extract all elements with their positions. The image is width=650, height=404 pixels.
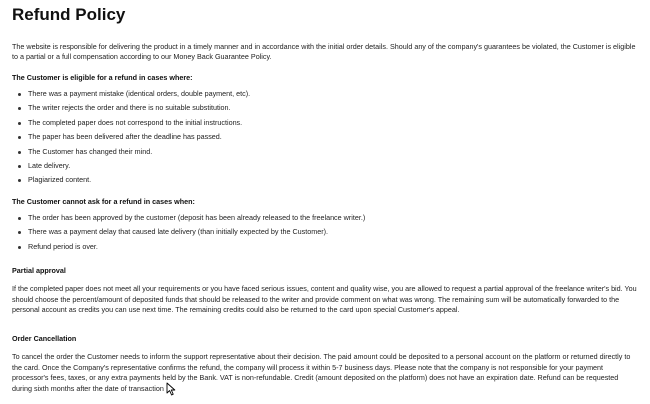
eligible-list <box>12 87 640 188</box>
list-item: The paper has been delivered after the deadline has passed. <box>12 130 640 144</box>
cancellation-body: To cancel the order the Customer needs to inform the support representative about their decision. The paid amount could be deposited to a personal account on the platform or returned directly to the card. Once the Company's representative confirms the refund, the company will process it within 5-7 business days. Please note that the company is not responsible for your payment processor's fees, taxes, or any extra payments held by the Bank. VAT is non-refundable. Credit (amount deposited on the platform) does not have an expiration date. Refund can be requested during sixth months after the date of transaction <box>12 352 631 393</box>
list-item: The order has been approved by the customer (deposit has been already released to the freelance writer.) <box>12 211 640 225</box>
list-item: Plagiarized content. <box>12 173 640 187</box>
intro-paragraph: The website is responsible for delivering the product in a timely manner and in accordance with the initial order details. Should any of the company's guarantees be violated, the Customer is eligible to a partial or a full compensation according to our Money Back Guarantee Policy. <box>12 42 636 61</box>
cancellation-section <box>12 334 640 394</box>
partial-approval-heading: Partial approval <box>12 266 66 275</box>
partial-approval-body: If the completed paper does not meet all your requirements or you have faced serious issues, content and quality wise, you are allowed to request a partial approval of the freelance writer's bid. You should choose the percent/amount of deposited funds that should be released to the writer and provide comment on what was wrong. The remaining sum will be automatically forwarded to the personal account as credits you can use next time. The remaining credits could also be returned to the card upon special Customer's appeal. <box>12 284 637 314</box>
list-item: The writer rejects the order and there is no suitable substitution. <box>12 101 640 115</box>
mouse-pointer-icon <box>166 382 176 396</box>
list-item: The completed paper does not correspond to the initial instructions. <box>12 116 640 130</box>
cancellation-heading: Order Cancellation <box>12 334 77 343</box>
eligible-heading: The Customer is eligible for a refund in cases where: <box>12 73 193 82</box>
list-item: There was a payment delay that caused late delivery (than initially expected by the Customer). <box>12 225 640 239</box>
list-item: There was a payment mistake (identical orders, double payment, etc). <box>12 87 640 101</box>
list-item: Refund period is over. <box>12 240 640 254</box>
not-eligible-section <box>12 197 640 254</box>
eligible-section <box>12 73 640 188</box>
intro-section <box>12 42 640 62</box>
page-title: Refund Policy <box>12 5 126 24</box>
list-item: The Customer has changed their mind. <box>12 145 640 159</box>
list-item: Late delivery. <box>12 159 640 173</box>
not-eligible-list <box>12 211 640 254</box>
not-eligible-heading: The Customer cannot ask for a refund in cases when: <box>12 197 195 206</box>
partial-approval-section <box>12 266 640 316</box>
